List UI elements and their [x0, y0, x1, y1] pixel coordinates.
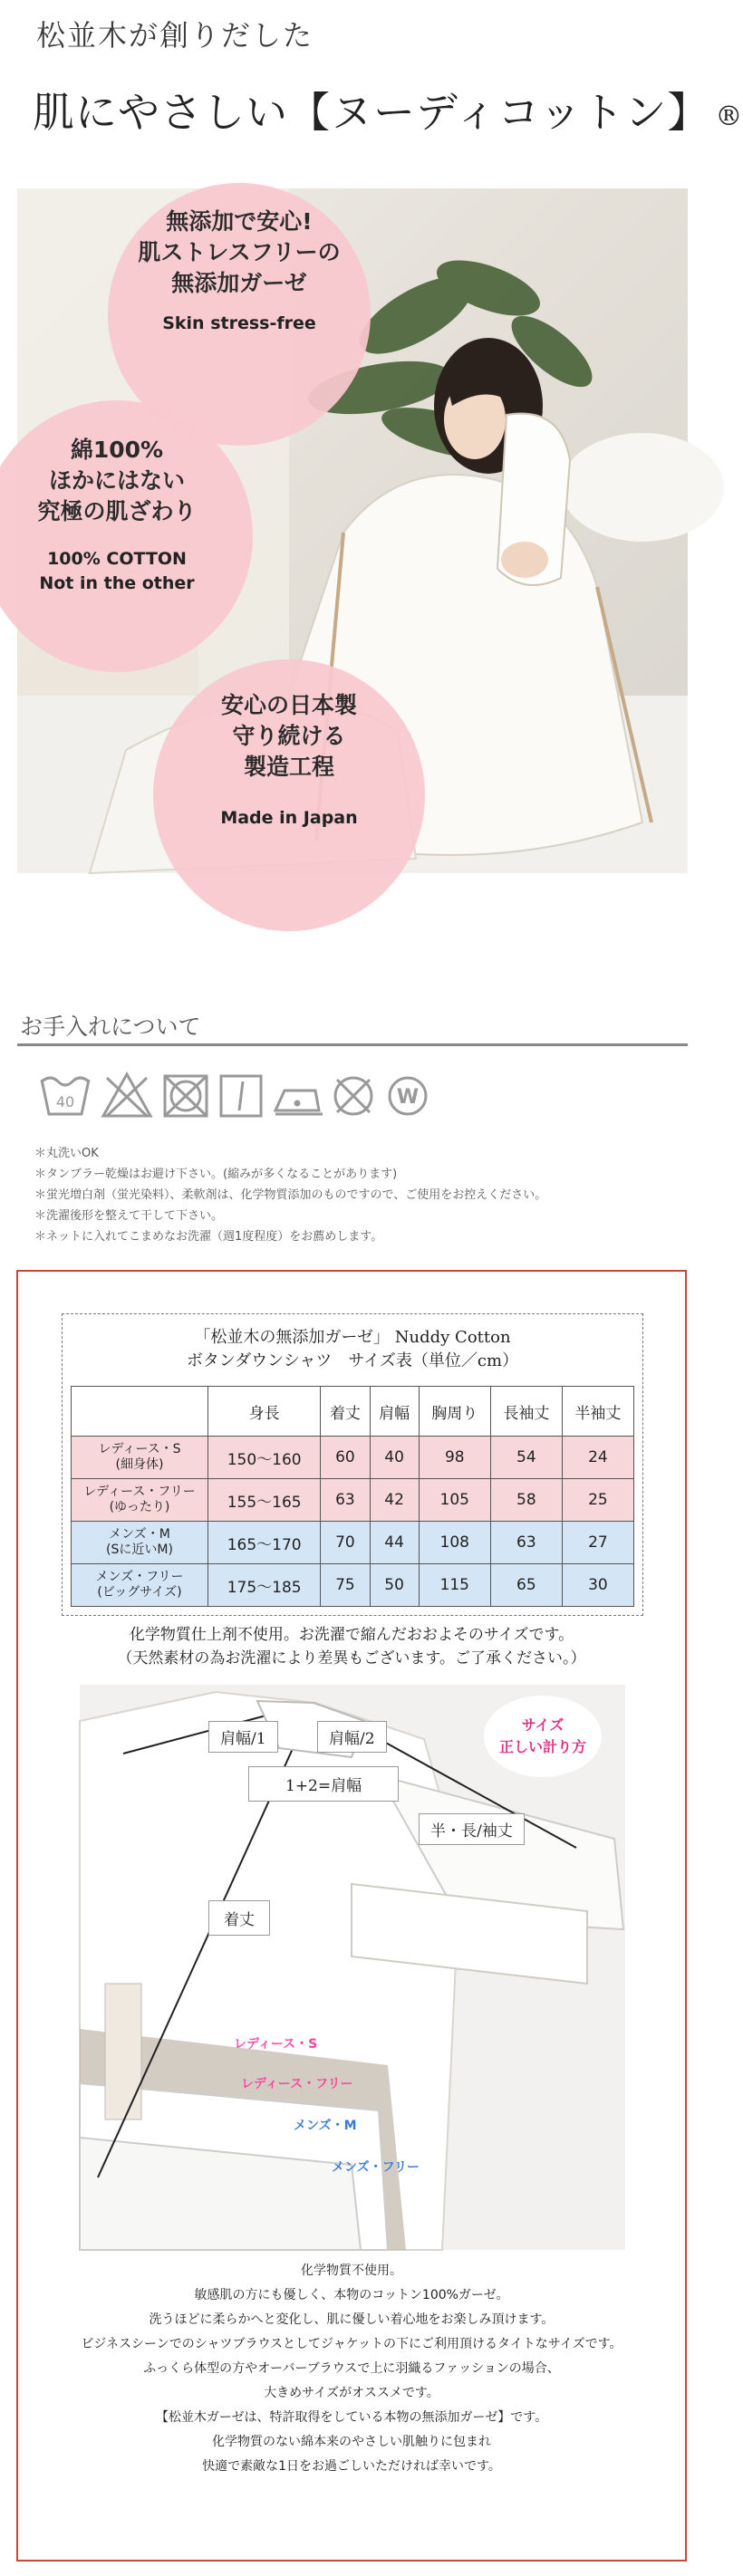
table-cell: 155〜165: [208, 1479, 321, 1522]
label-shoulder-1: 肩幅/1: [208, 1721, 278, 1753]
table-cell: 58: [490, 1479, 562, 1522]
size-table-note: [16, 1623, 687, 1670]
bubble-english: 100% COTTON: [47, 549, 187, 569]
table-row: [72, 1437, 634, 1479]
size-label: [72, 1564, 208, 1607]
measurement-photo: [80, 1685, 625, 2250]
bubble-line: 守り続ける: [232, 723, 346, 749]
bubble-line: 綿100%: [70, 437, 164, 463]
size-label: [72, 1479, 208, 1522]
table-cell: 63: [490, 1522, 562, 1564]
bubble-line: 肌ストレスフリーの: [138, 239, 341, 265]
bubble-line: 無添加ガーゼ: [171, 270, 307, 296]
header-cell: 長袖丈: [490, 1387, 562, 1437]
table-cell: 30: [562, 1564, 633, 1607]
size-tag-mens-free: メンズ・フリー: [332, 2160, 420, 2175]
iron-low-icon: [275, 1091, 323, 1114]
wash-40-icon: [42, 1078, 89, 1114]
product-description: [16, 2259, 687, 2479]
size-label: [72, 1522, 208, 1564]
bubble-line: 無添加で安心!: [166, 208, 313, 235]
subtitle: 松並木が創りだした: [36, 18, 314, 53]
description-line: 【松並木ガーゼは、特許取得をしている本物の無添加ガーゼ】です。: [155, 2410, 548, 2425]
description-line: 洗うほどに柔らかへと変化し、肌に優しい着心地をお楽しみ頂けます。: [149, 2312, 555, 2327]
page-title: [33, 80, 743, 139]
bubble-english: Not in the other: [39, 573, 195, 593]
feature-bubble-made-in-japan: [153, 659, 425, 931]
no-dry-clean-icon: [335, 1078, 372, 1114]
table-cell: 70: [321, 1522, 370, 1564]
size-table-header-row: [72, 1387, 634, 1437]
description-line: 化学物質のない綿本来のやさしい肌触りに包まれ: [212, 2435, 491, 2449]
table-cell: 165〜170: [208, 1522, 321, 1564]
table-row: [72, 1479, 634, 1522]
care-note: ＊洗濯後形を整えて干して下さい。: [34, 1209, 224, 1223]
label-shoulder-2: 肩幅/2: [317, 1721, 387, 1753]
description-line: 化学物質不使用。: [301, 2264, 402, 2278]
size-tag-ladies-s: レディース・S: [234, 2037, 318, 2052]
description-line: ふっくら体型の方やオーバーブラウスで上に羽織るファッションの場合、: [143, 2361, 560, 2376]
hang-dry-icon: [221, 1076, 261, 1116]
size-tag-ladies-free: レディース・フリー: [241, 2077, 353, 2091]
header-cell: 胸周り: [419, 1387, 490, 1437]
size-label-name: レディース・S: [98, 1442, 181, 1456]
size-table: [71, 1386, 634, 1607]
care-icons: [38, 1069, 464, 1123]
header-cell: 半袖丈: [562, 1387, 633, 1437]
size-table-title-line: ボタンダウンシャツ サイズ表（単位／cm）: [186, 1351, 519, 1370]
no-bleach-icon: [103, 1074, 150, 1116]
size-label-note: (Sに近いM): [106, 1543, 173, 1557]
description-line: 敏感肌の方にも優しく、本物のコットン100%ガーゼ。: [194, 2288, 509, 2302]
table-cell: 63: [321, 1479, 370, 1522]
care-divider: [17, 1043, 688, 1046]
header-cell: 身長: [208, 1387, 321, 1437]
bubble-line: 安心の日本製: [220, 692, 357, 718]
table-cell: 115: [419, 1564, 490, 1607]
page-title-text: 肌にやさしい【ヌーディコットン】: [33, 88, 710, 137]
wet-clean-icon: [390, 1078, 426, 1114]
bubble-english: Skin stress-free: [162, 313, 316, 333]
description-line: 大きめサイズがオススメです。: [264, 2386, 439, 2400]
care-note: ＊蛍光増白剤（蛍光染料）、柔軟剤は、化学物質添加のものですので、ご使用をお控えください。: [34, 1188, 547, 1202]
table-cell: 54: [490, 1437, 562, 1479]
care-note: ＊タンブラー乾燥はお避け下さい。(縮みが多くなることがあります): [34, 1168, 398, 1181]
badge-line: 正しい計り方: [498, 1738, 586, 1755]
header-cell: 着丈: [321, 1387, 370, 1437]
size-label: [72, 1437, 208, 1479]
size-label-name: レディース・フリー: [83, 1485, 196, 1499]
care-notes: [34, 1143, 546, 1247]
table-cell: 24: [562, 1437, 633, 1479]
table-cell: 25: [562, 1479, 633, 1522]
size-label-note: (ビッグサイズ): [97, 1585, 182, 1600]
wet-clean-letter: W: [396, 1086, 420, 1109]
measurement-badge: [484, 1696, 602, 1777]
table-cell: 40: [370, 1437, 419, 1479]
label-length: 着丈: [208, 1900, 270, 1936]
care-heading: お手入れについて: [20, 1014, 201, 1040]
label-sleeve: 半・長/袖丈: [419, 1813, 525, 1845]
table-cell: 42: [370, 1479, 419, 1522]
description-line: 快適で素敵な1日をお過ごしいただければ幸いです。: [202, 2459, 501, 2474]
no-tumble-dry-icon: [165, 1076, 207, 1116]
size-label-name: メンズ・フリー: [95, 1570, 184, 1584]
size-note-line: 化学物質仕上剤不使用。お洗濯で縮んだおおよそのサイズです。: [129, 1626, 574, 1644]
size-label-name: メンズ・M: [109, 1527, 170, 1542]
bubble-line: 究極の肌ざわり: [37, 498, 197, 524]
table-row: [72, 1564, 634, 1607]
label-shoulder-sum: 1+2=肩幅: [248, 1766, 399, 1802]
bubble-english: Made in Japan: [220, 808, 358, 828]
table-cell: 44: [370, 1522, 419, 1564]
care-note: ＊ネットに入れてこまめなお洗濯（週1度程度）をお薦めします。: [34, 1230, 383, 1244]
registered-mark: ®: [715, 100, 743, 132]
description-line: ビジネスシーンでのシャツブラウスとしてジャケットの下にご利用頂けるタイトなサイズです。: [81, 2337, 622, 2351]
size-note-line: （天然素材の為お洗濯により差異もございます。ご了承ください。）: [117, 1649, 586, 1668]
table-cell: 150〜160: [208, 1437, 321, 1479]
bubble-line: 製造工程: [243, 754, 334, 780]
table-cell: 98: [419, 1437, 490, 1479]
table-cell: 105: [419, 1479, 490, 1522]
table-cell: 27: [562, 1522, 633, 1564]
table-cell: 60: [321, 1437, 370, 1479]
size-table-title-line: 「松並木の無添加ガーゼ」 Nuddy Cotton: [194, 1328, 511, 1347]
table-cell: 175〜185: [208, 1564, 321, 1607]
size-label-note: (細身体): [115, 1457, 164, 1472]
table-cell: 65: [490, 1564, 562, 1607]
bubble-line: ほかにはない: [48, 467, 185, 494]
badge-line: サイズ: [521, 1716, 564, 1734]
header-cell: [72, 1387, 208, 1437]
table-cell: 108: [419, 1522, 490, 1564]
care-note: ＊丸洗いOK: [34, 1147, 99, 1160]
wash-temp: 40: [55, 1093, 75, 1110]
size-tag-mens-m: メンズ・M: [294, 2119, 357, 2133]
hero-photo: [17, 188, 688, 873]
size-label-note: (ゆったり): [109, 1500, 170, 1514]
size-table-title: [62, 1326, 643, 1373]
header-cell: 肩幅: [370, 1387, 419, 1437]
table-row: [72, 1522, 634, 1564]
table-cell: 75: [321, 1564, 370, 1607]
table-cell: 50: [370, 1564, 419, 1607]
